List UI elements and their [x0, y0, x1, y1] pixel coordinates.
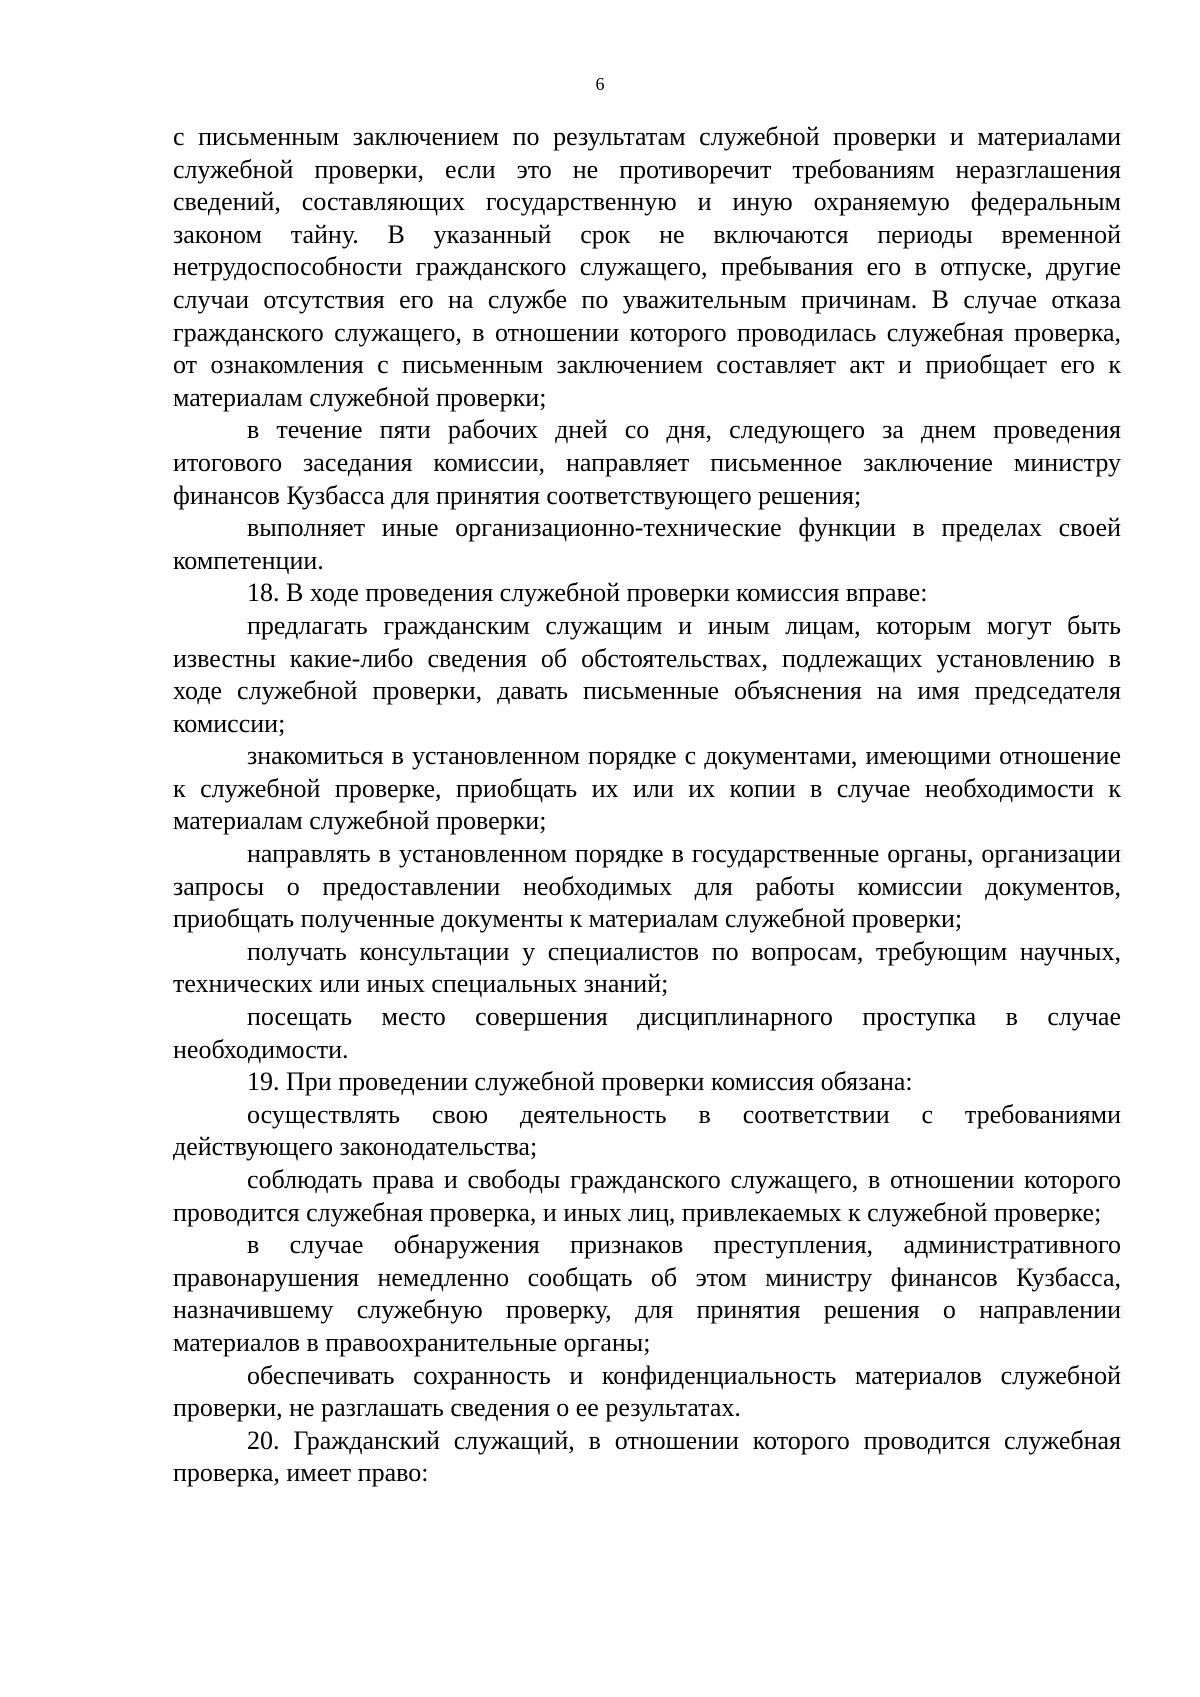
page-number: 6 [595, 74, 605, 94]
paragraph-continuation: с письменным заключением по результатам служебной проверки и материалами служебной проверки, если это не противоречит требованиям неразглашения сведений, составляющих государственную и иную охраняемую федеральным законом тайну. В указанный срок не включаются периоды временной нетрудоспособности гражданского служащего, пребывания его в отпуске, другие случаи отсутствия его на службе по уважительным причинам. В случае отказа гражданского служащего, в отношении которого проводилась служебная проверка, от ознакомления с письменным заключением составляет акт и приобщает его к материалам служебной проверки; [173, 122, 1121, 412]
section-heading-20: 20. Гражданский служащий, в отношении которого проводится служебная проверка, имеет право: [173, 1425, 1121, 1488]
paragraph: выполняет иные организационно-технические функции в пределах своей компетенции. [173, 513, 1121, 575]
paragraph: предлагать гражданским служащим и иным лицам, которым могут быть известны какие-либо сведения об обстоятельствах, подлежащих установлению в ходе служебной проверки, давать письменные объяснения на имя председателя комиссии; [173, 610, 1121, 738]
section-heading-18: 18. В ходе проведения служебной проверки комиссия вправе: [247, 578, 928, 608]
paragraph: знакомиться в установленном порядке с документами, имеющими отношение к служебной проверке, приобщать их или их копии в случае необходимости к материалам служебной проверки; [173, 741, 1121, 836]
section-heading-19: 19. При проведении служебной проверки комиссия обязана: [247, 1067, 913, 1097]
paragraph: обеспечивать сохранность и конфиденциальность материалов служебной проверки, не разглашать сведения о ее результатах. [173, 1360, 1121, 1423]
paragraph: получать консультации у специалистов по вопросам, требующим научных, технических или иных специальных знаний; [173, 936, 1121, 999]
paragraph: направлять в установленном порядке в государственные органы, организации запросы о предоставлении необходимых для работы комиссии документов, приобщать полученные документы к материалам служебной проверки; [173, 839, 1121, 934]
paragraph: в течение пяти рабочих дней со дня, следующего за днем проведения итогового заседания комиссии, направляет письменное заключение министру финансов Кузбасса для принятия соответствующего решения; [173, 415, 1121, 510]
paragraph: осуществлять свою деятельность в соответствии с требованиями действующего законодательства; [173, 1099, 1121, 1162]
paragraph: посещать место совершения дисциплинарного проступка в случае необходимости. [173, 1002, 1121, 1064]
paragraph: соблюдать права и свободы гражданского служащего, в отношении которого проводится служебная проверка, и иных лиц, привлекаемых к служебной проверке; [173, 1165, 1121, 1227]
document-body [173, 121, 1121, 1490]
paragraph: в случае обнаружения признаков преступления, административного правонарушения немедленно сообщать об этом министру финансов Кузбасса, назначившему служебную проверку, для принятия решения о направлении материалов в правоохранительные органы; [173, 1230, 1121, 1357]
